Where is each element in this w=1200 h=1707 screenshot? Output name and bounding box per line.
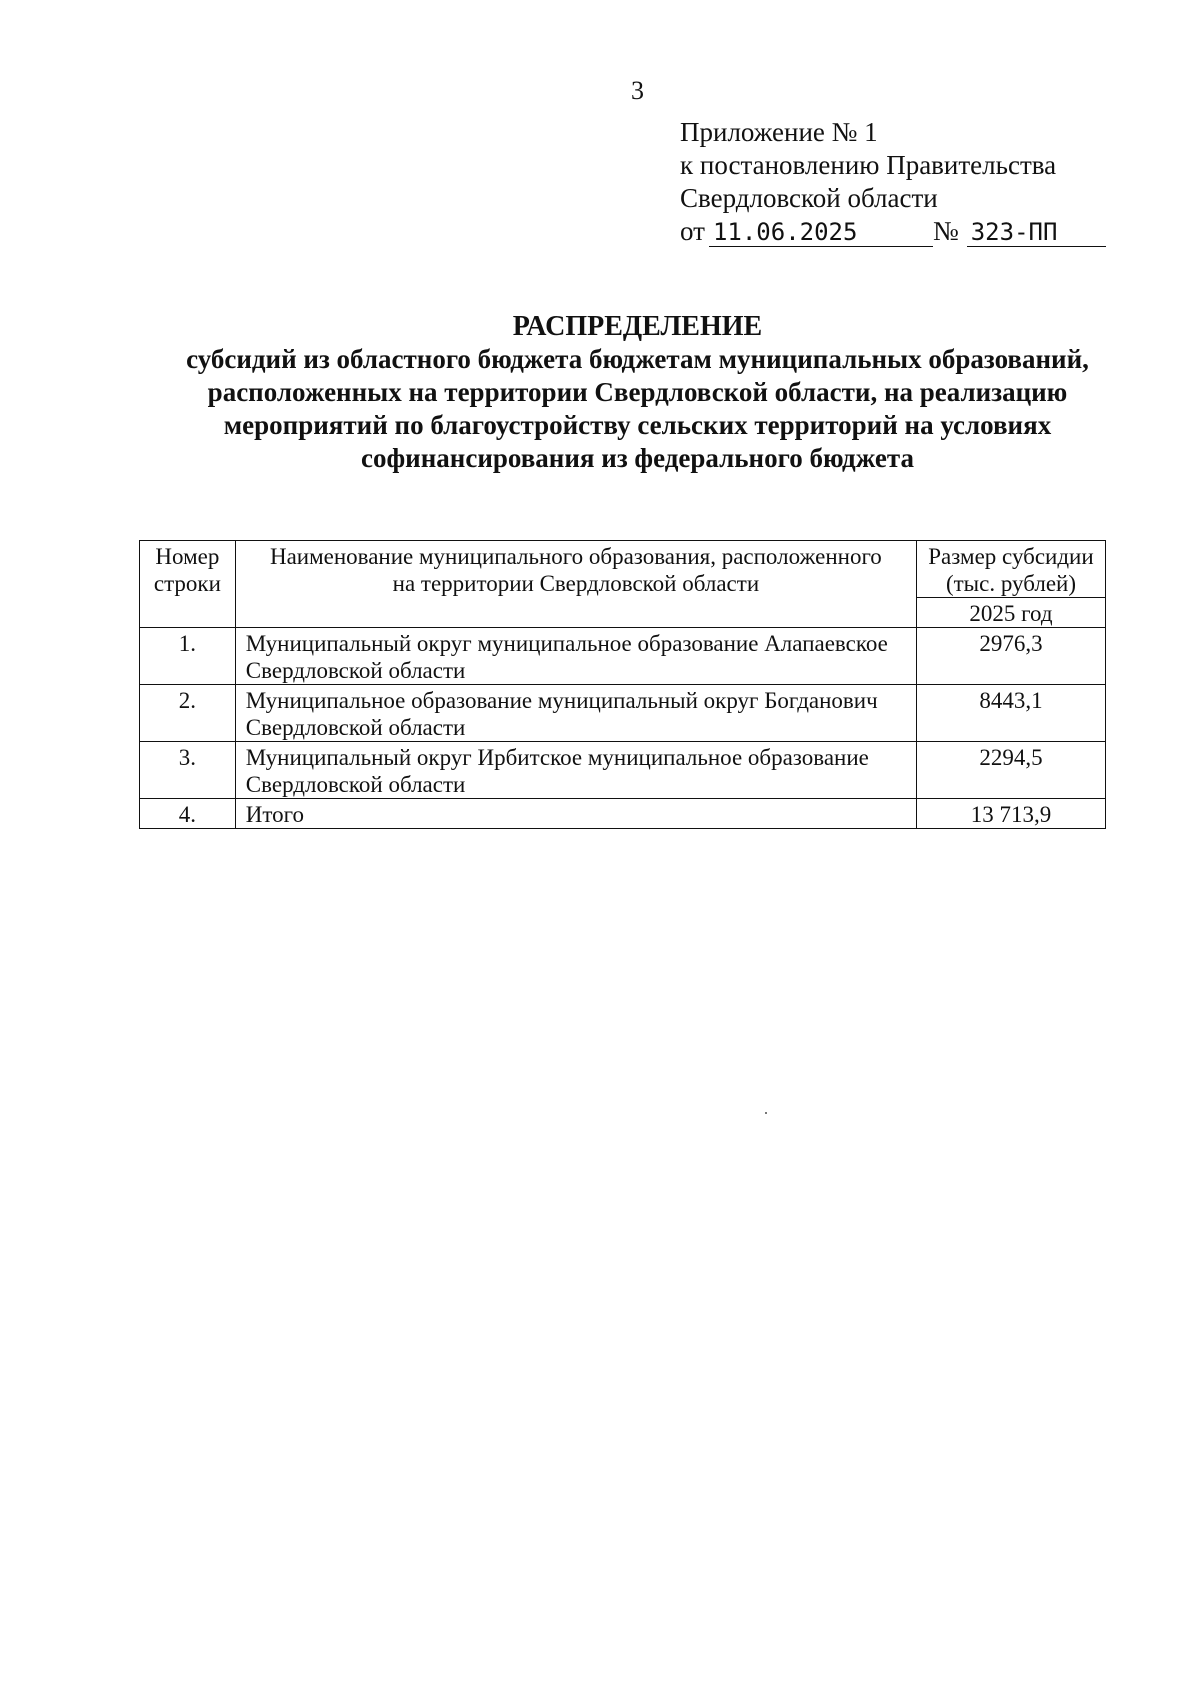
title-line: расположенных на территории Свердловской области, на реализацию: [207, 377, 1068, 407]
document-title: [140, 310, 1135, 475]
title-line: мероприятий по благоустройству сельских территорий на условиях: [223, 410, 1052, 440]
document-number: 323-ПП: [967, 218, 1106, 247]
header-municipality: Наименование муниципального образования, расположенного на территории Свердловской области: [235, 541, 916, 628]
appendix-region: Свердловской области: [680, 183, 938, 213]
appendix-title: Приложение № 1: [680, 117, 878, 147]
document-date: 11.06.2025: [709, 218, 933, 247]
header-year: 2025 год: [916, 598, 1105, 628]
appendix-date-line: [680, 215, 1106, 248]
page-number: 3: [631, 76, 644, 105]
table-row: [140, 742, 1106, 799]
table-header-row: [140, 541, 1106, 598]
table-row: [140, 685, 1106, 742]
title-line: субсидий из областного бюджета бюджетам муниципальных образований,: [186, 344, 1089, 374]
table-total-row: [140, 799, 1106, 829]
row-municipality: Муниципальный округ Ирбитское муниципальное образование Свердловской области: [235, 742, 916, 799]
row-number: 2.: [140, 685, 236, 742]
row-number: 4.: [140, 799, 236, 829]
table-row: [140, 628, 1106, 685]
row-municipality: Муниципальный округ муниципальное образование Алапаевское Свердловской области: [235, 628, 916, 685]
row-number: 3.: [140, 742, 236, 799]
header-subsidy-amount: Размер субсидии (тыс. рублей): [916, 541, 1105, 598]
row-amount: 2976,3: [916, 628, 1105, 685]
row-total-label: Итого: [235, 799, 916, 829]
row-amount: 2294,5: [916, 742, 1105, 799]
row-amount: 8443,1: [916, 685, 1105, 742]
row-number: 1.: [140, 628, 236, 685]
header-row-number: Номер строки: [140, 541, 236, 628]
appendix-resolution: к постановлению Правительства: [680, 150, 1057, 180]
date-prefix: от: [680, 216, 705, 246]
subsidy-table: [139, 540, 1106, 829]
appendix-block: [680, 116, 1106, 248]
row-municipality: Муниципальное образование муниципальный округ Богданович Свердловской области: [235, 685, 916, 742]
number-prefix: №: [932, 216, 959, 246]
title-line: софинансирования из федерального бюджета: [361, 443, 914, 473]
scan-speck: [765, 1112, 767, 1114]
title-heading: РАСПРЕДЕЛЕНИЕ: [512, 311, 763, 342]
row-total-amount: 13 713,9: [916, 799, 1105, 829]
